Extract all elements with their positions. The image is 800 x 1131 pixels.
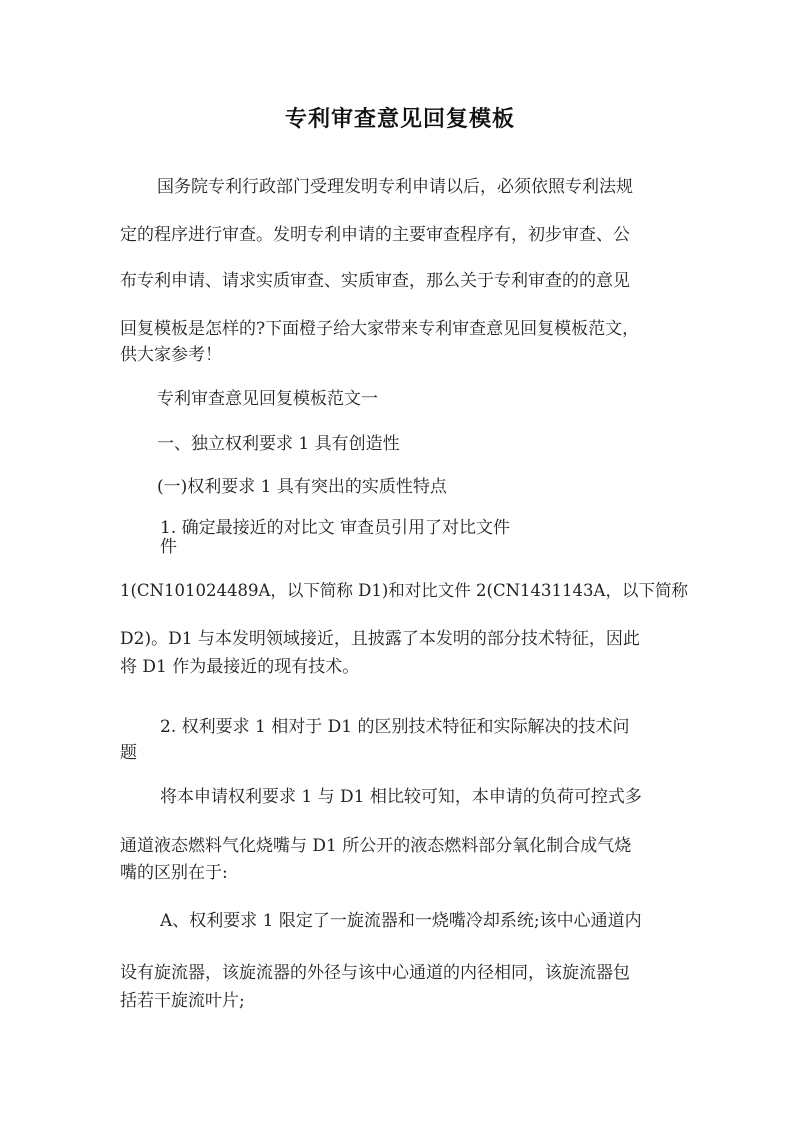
paragraph-line: 题 <box>120 743 137 763</box>
document-title: 专利审查意见回复模板 <box>284 107 515 132</box>
paragraph-line: 2. 权利要求 1 相对于 D1 的区别技术特征和实际解决的技术问 <box>160 717 630 737</box>
paragraph-line: 通道液态燃料气化烧嘴与 D1 所公开的液态燃料部分氧化制合成气烧 <box>120 836 632 856</box>
section-heading: (一)权利要求 1 具有突出的实质性特点 <box>157 477 447 497</box>
section-heading: 一、独立权利要求 1 具有创造性 <box>157 434 400 454</box>
section-heading: 专利审查意见回复模板范文一 <box>157 389 378 409</box>
paragraph-line: D2)。D1 与本发明领域接近，且披露了本发明的部分技术特征，因此 <box>120 629 640 649</box>
paragraph-line: 括若干旋流叶片; <box>120 991 245 1011</box>
paragraph-line: 供大家参考！ <box>120 345 222 365</box>
paragraph-line: 嘴的区别在于: <box>120 863 228 883</box>
paragraph-line: 设有旋流器，该旋流器的外径与该中心通道的内径相同，该旋流器包 <box>120 963 630 983</box>
paragraph-line: 国务院专利行政部门受理发明专利申请以后，必须依照专利法规 <box>157 177 633 197</box>
paragraph-line: 回复模板是怎样的?下面橙子给大家带来专利审查意见回复模板范文， <box>120 319 640 339</box>
paragraph-line: 将 D1 作为最接近的现有技术。 <box>120 657 360 677</box>
paragraph-line: 1(CN101024489A，以下简称 D1)和对比文件 2(CN1431143A，以下简称 <box>120 581 688 600</box>
paragraph-line: 件 <box>160 537 177 557</box>
paragraph-line: 布专利申请、请求实质审查、实质审查，那么关于专利审查的的意见 <box>120 271 630 291</box>
paragraph-line: A、权利要求 1 限定了一旋流器和一烧嘴冷却系统;该中心通道内 <box>160 911 642 931</box>
paragraph-line: 定的程序进行审查。发明专利申请的主要审查程序有，初步审查、公 <box>120 225 630 245</box>
paragraph-line: 将本申请权利要求 1 与 D1 相比较可知，本申请的负荷可控式多 <box>160 787 642 807</box>
paragraph-line: 1. 确定最接近的对比文 审查员引用了对比文件 <box>160 518 511 538</box>
